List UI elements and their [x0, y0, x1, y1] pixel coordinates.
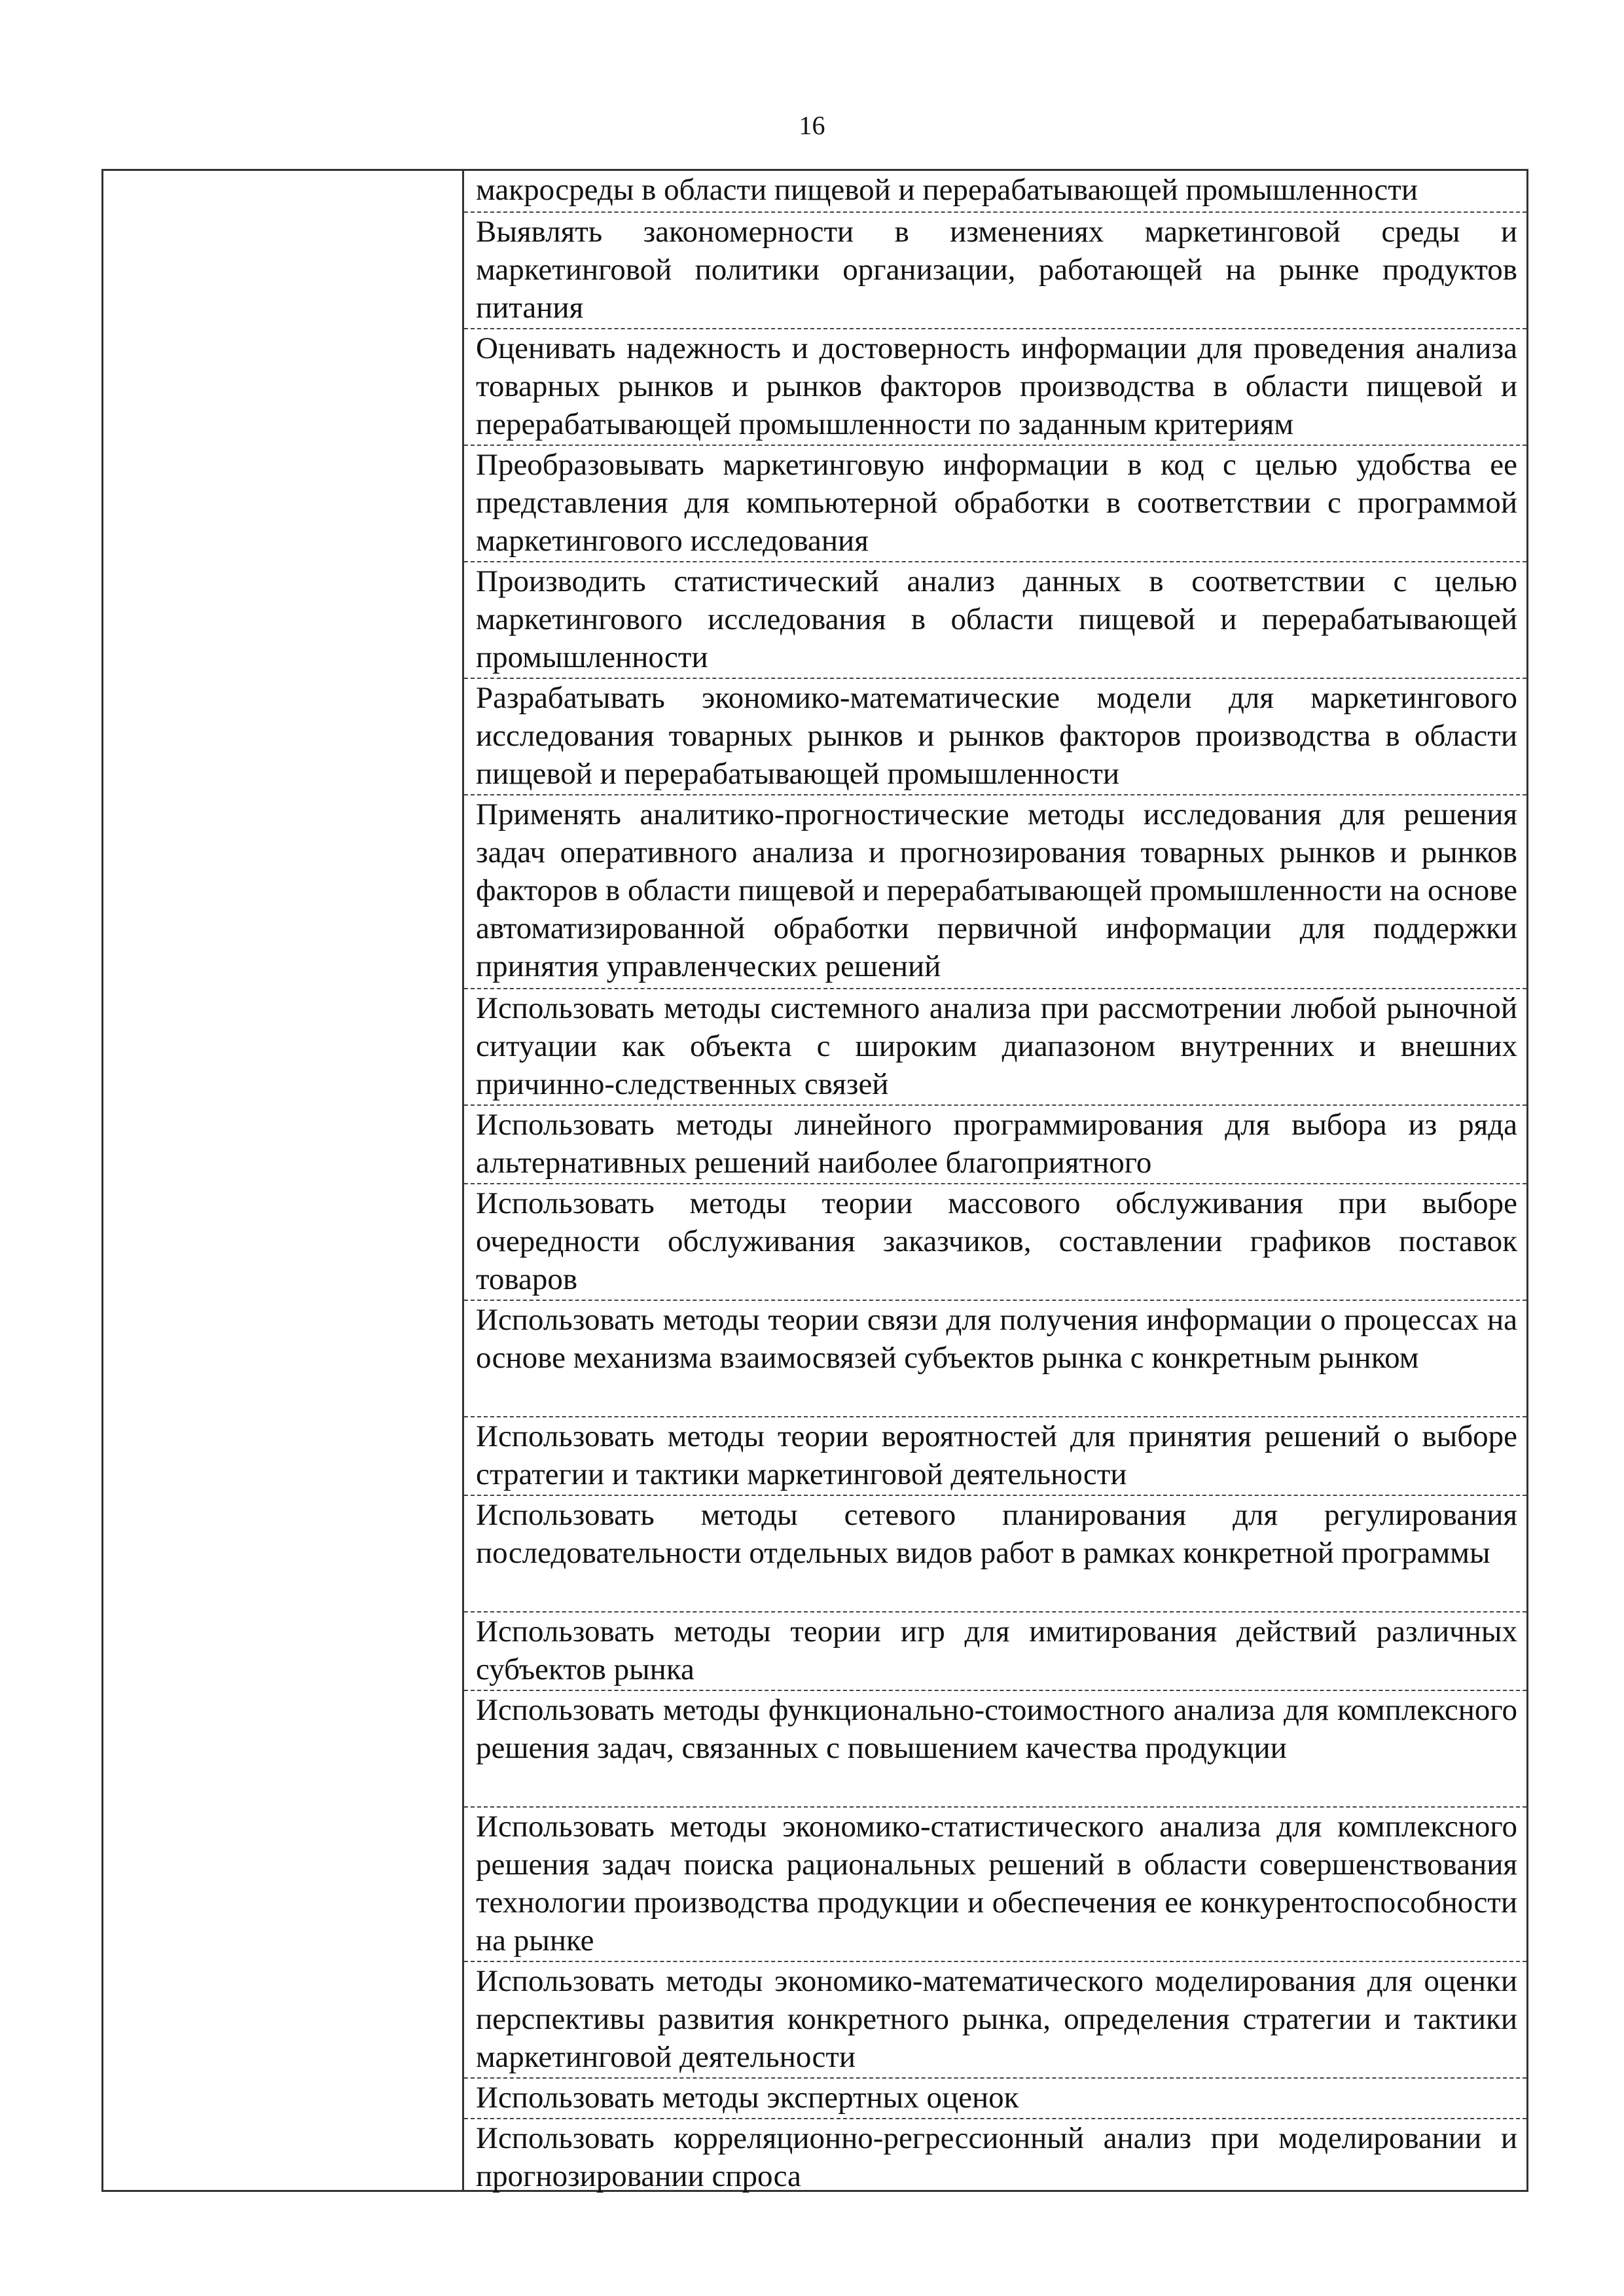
table-row: Использовать методы экспертных оценок	[464, 2079, 1526, 2119]
table-row: Использовать методы теории вероятностей для принятия решений о выборе стратегии и тактики маркетинговой деятельности	[464, 1417, 1526, 1496]
table-row: Выявлять закономерности в изменениях маркетинговой среды и маркетинговой политики организации, работающей на рынке продуктов питания	[464, 213, 1526, 329]
table-row: Использовать корреляционно-регрессионный анализ при моделировании и прогнозировании спроса	[476, 2121, 1517, 2193]
table-row: макросреды в области пищевой и перерабатывающей промышленности	[464, 171, 1526, 213]
table-row: Использовать методы теории игр для имитирования действий различных субъектов рынка	[464, 1613, 1526, 1691]
table-row: Использовать методы экономико-математического моделирования для оценки перспективы развития конкретного рынка, определения стратегии и тактики маркетинговой деятельности	[464, 1962, 1526, 2079]
table-row: Оценивать надежность и достоверность информации для проведения анализа товарных рынков и рынков факторов производства в области пищевой и перерабатывающей промышленности по заданным критериям	[464, 329, 1526, 446]
page-number: 16	[799, 111, 825, 140]
table-row: Использовать методы системного анализа при рассмотрении любой рыночной ситуации как объекта с широким диапазоном внутренних и внешних причинно-следственных связей	[464, 989, 1526, 1106]
table-row: Производить статистический анализ данных в соответствии с целью маркетингового исследования в области пищевой и перерабатывающей промышленности	[464, 562, 1526, 679]
table-row: Применять аналитико-прогностические методы исследования для решения задач оперативного анализа и прогнозирования товарных рынков и рынков факторов в области пищевой и перерабатывающей промышленности на основе автоматизированной обработки первичной информации для поддержки принятия управленческих решений	[464, 795, 1526, 989]
table-row: Преобразовывать маркетинговую информации в код с целью удобства ее представления для компьютерной обработки в соответствии с программой маркетингового исследования	[464, 446, 1526, 562]
table-row: Использовать методы сетевого планирования для регулирования последовательности отдельных видов работ в рамках конкретной программы	[464, 1496, 1526, 1613]
table-right-column	[464, 171, 1526, 2193]
requirements-table	[101, 169, 1528, 2192]
table-row: Использовать методы теории массового обслуживания при выборе очередности обслуживания заказчиков, составлении графиков поставок товаров	[464, 1184, 1526, 1301]
table-left-cell	[103, 171, 464, 2190]
table-row: Использовать методы линейного программирования для выбора из ряда альтернативных решений наиболее благоприятного	[464, 1106, 1526, 1184]
table-row: Использовать методы теории связи для получения информации о процессах на основе механизма взаимосвязей субъектов рынка с конкретным рынком	[464, 1301, 1526, 1417]
table-row: Разрабатывать экономико-математические модели для маркетингового исследования товарных рынков и рынков факторов производства в области пищевой и перерабатывающей промышленности	[464, 679, 1526, 795]
table-row: Использовать методы функционально-стоимостного анализа для комплексного решения задач, связанных с повышением качества продукции	[464, 1691, 1526, 1808]
table-row: Использовать методы экономико-статистического анализа для комплексного решения задач поиска рациональных решений в области совершенствования технологии производства продукции и обеспечения ее конкурентоспособности на рынке	[464, 1808, 1526, 1962]
